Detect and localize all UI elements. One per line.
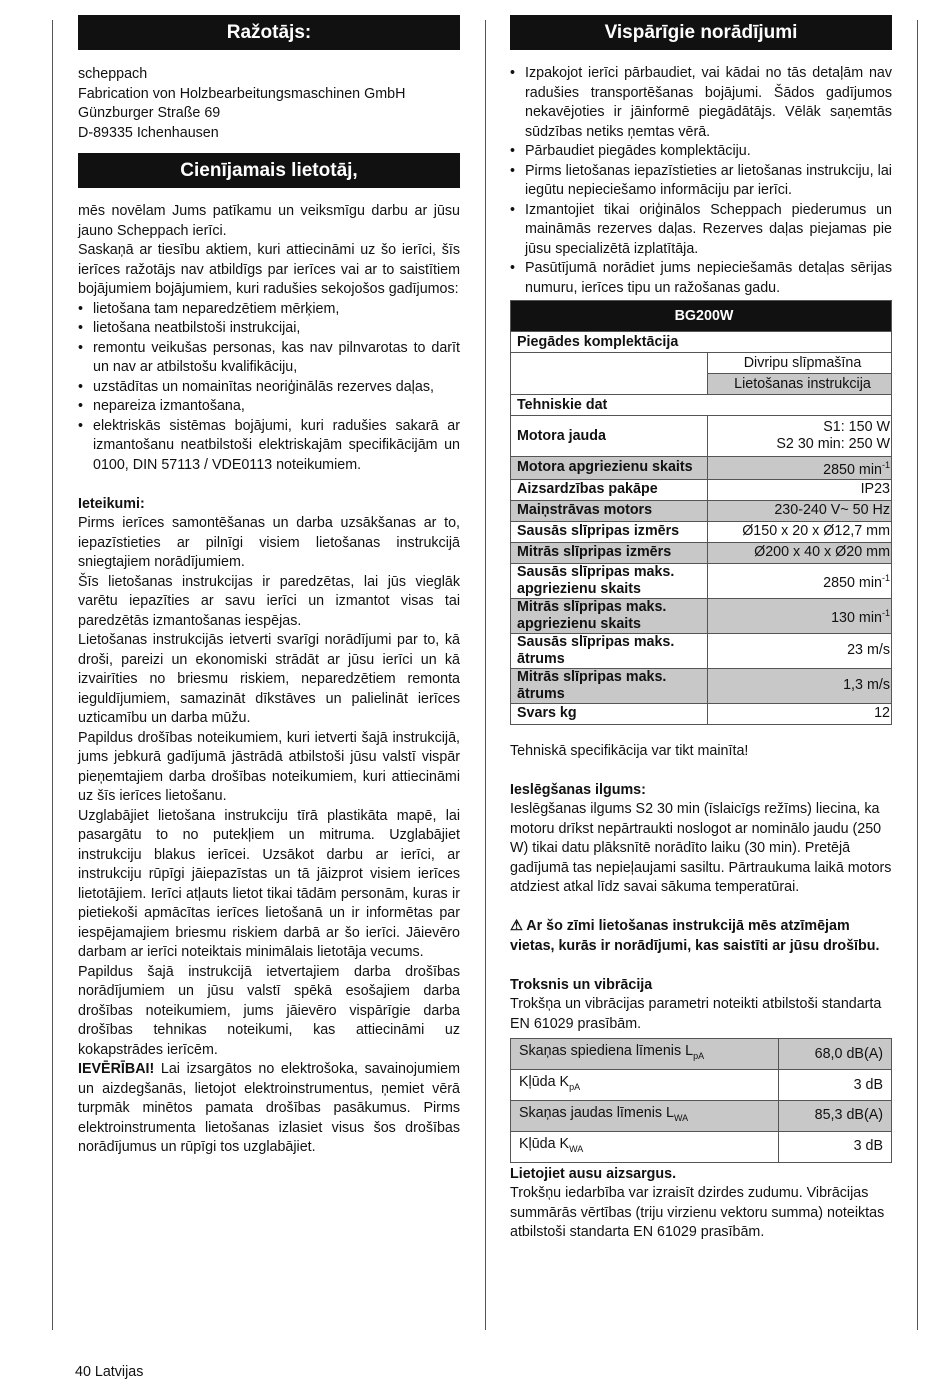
list-item: • Pirms lietošanas iepazīstieties ar lietošanas instrukciju, lai iegūtu nepieciešamo informāciju par ierīci. [510,162,892,201]
noise-row [511,1070,892,1101]
spec-row [511,457,892,480]
spec-row [511,598,892,633]
motor-power-values [708,416,892,457]
list-item: • uzstādītas un nomainītas neoriģinālās rezerves daļas, [78,378,460,398]
advice-paragraph: Uzglabājiet lietošana instrukciju tīrā plastikāta mapē, lai pasargātu to no putekļiem un mitruma. Uzglabājiet instrukciju blakus ierīcei. Uzsākot darbu ar ierīci, ar instrukciju rūpīgi jāiepazīstas un tā jāizprot visiem ierīces lietotājiem. Ierīci atļauts lietot tikai tādām personām, kuras ir pietiekoši apmācītas ierīces lietošanā un ir informētas par iespējamajiem briesmu riskiem darbā ar šo ierīci. Jāievēro darbam ar ierīci noteiktais minimālais lietotāja vecums. [78,807,460,960]
liability-list [78,300,460,476]
noise-label-text: Kļūda K [519,1135,570,1152]
spec-value [708,457,892,480]
spec-row [511,521,892,542]
duty-heading: Ieslēgšanas ilgums: [510,781,646,798]
general-list [510,64,892,298]
spec-value-text: 2850 min [823,461,882,478]
manufacturer-header: Ražotājs: [78,15,460,50]
advice-heading: Ieteikumi: [78,495,145,512]
intro-paragraph: mēs novēlam Jums patīkamu un veiksmīgu darbu ar jūsu jauno Scheppach ierīci. [78,203,460,239]
delivery-empty-cell [511,353,708,395]
spec-value [708,542,892,563]
noise-heading: Troksnis un vibrācija [510,976,653,993]
delivery-label: Piegādes komplektācija [511,332,892,353]
spec-value-text: 12 [874,705,890,722]
spec-table [510,300,892,725]
right-column [510,15,892,1243]
list-item: • nepareiza izmantošana, [78,397,460,417]
list-item: • Pārbaudiet piegādes komplektāciju. [510,142,892,162]
spec-value-text: Ø200 x 40 x Ø20 mm [754,544,890,561]
spec-row [511,479,892,500]
page-footer [75,1364,143,1380]
noise-text: Trokšņa un vibrācijas parametri noteikti atbilstoši standarta EN 61029 prasībām. [510,996,882,1032]
column-rule-left [52,20,53,1330]
noise-label-subscript: WA [673,1112,689,1123]
noise-label [511,1100,779,1131]
spec-label: Aizsardzības pakāpe [511,479,708,500]
spec-row [511,668,892,703]
noise-label-subscript: WA [569,1143,584,1154]
advice-paragraph: Papildus šajā instrukcijā ietvertajiem darba drošības norādījumiem un jūsu valstī spēkā esošajiem darba drošības noteikumiem, jums jāievēro vispārīgie darba drošības tehnikas noteikumi, kas attiecināmi uz kokapstrādes ierīcēm. [78,963,460,1058]
motor-power-value: S2 30 min: 250 W [776,436,890,452]
noise-table [510,1038,892,1162]
advice-paragraph: Pirms ierīces samontēšanas un darba uzsākšanas ar to, iepazīstieties ar pilnīgi visiem lietošanas instrukcijā sniegtajiem norādījumiem. [78,515,460,570]
spec-label: Maiņstrāvas motors [511,500,708,521]
spec-value [708,500,892,521]
spec-value [708,668,892,703]
spec-label: Sausās slīpripas maks. ātrums [511,633,708,668]
noise-value: 3 dB [778,1070,891,1101]
noise-label [511,1039,779,1070]
spec-value [708,598,892,633]
delivery-item: Divripu slīpmašīna [708,353,892,374]
left-column [78,15,460,1158]
address-line: D-89335 Ichenhausen [78,124,219,141]
list-item: • Pasūtījumā norādiet jums nepieciešamās detaļas sērijas numuru, ierīces tipu un ražošanas gadu. [510,259,892,298]
duty-text: Ieslēgšanas ilgums S2 30 min (īslaicīgs režīms) liecina, ka motoru drīkst nepārtraukti noslogot ar nominālo jaudu (250 W) tikai datu plāksnītē norādīto laiku (30 min). Pretējā gadījumā tas nepieļaujami sasiltu. Pārtraukuma laikā motors atdziest atkal līdz savai sākuma temperatūrai. [510,801,892,896]
list-item: • lietošana neatbilstoši instrukcijai, [78,319,460,339]
noise-value: 3 dB [778,1131,891,1162]
spec-model-title: BG200W [511,301,892,332]
advice-paragraph: Šīs lietošanas instrukcijas ir paredzētas, lai jūs vieglāk varētu iepazīties ar savu ierīci un izmantot visas tai paredzētās izmantošanas iespējas. [78,573,460,629]
spec-label: Sausās slīpripas maks. apgriezienu skaits [511,563,708,598]
motor-power-label: Motora jauda [511,416,708,457]
advice-paragraph: Lietošanas instrukcijās ietverti svarīgi norādījumi par to, kā droši, pareizi un ekonomiski strādāt ar jūsu ierīci un kā izvairīties no briesmu riskiem, neparedzētiem remonta ieguldījumiem, samazināt dīkstāves un palielināt ierīces uzticamību un darba mūžu. [78,632,460,726]
technical-label: Tehniskie dat [511,395,892,416]
spec-value-unit-exponent: -1 [881,607,890,618]
motor-power-value: S1: 150 W [823,419,890,435]
list-item: • Izmantojiet tikai oriģinālos Scheppach piederumus un maināmās rezerves daļas. Rezerves daļas piejamas pie jūsu specializētā izplatītāja. [510,201,892,260]
noise-row [511,1100,892,1131]
noise-label-subscript: pA [569,1081,581,1092]
spec-row [511,563,892,598]
spec-value [708,521,892,542]
advice-paragraph: Papildus drošības noteikumiem, kuri ietverti šajā instrukcijā, jums jebkurā gadījumā jāstrādā atbilstoši jūsu valstī vispār pieņemtajiem darba drošības noteikumiem, kuri attiecināmi uz šīs ierīces lietošanu. [78,729,460,804]
spec-value-text: 130 min [831,609,882,626]
noise-label-text: Kļūda K [519,1074,570,1091]
spec-row [511,633,892,668]
intro-paragraph: Saskaņā ar tiesību aktiem, kuri attiecināmi uz šo ierīci, šīs ierīces ražotājs nav atbildīgs par ierīces vai ar to saistītiem bojājumiem bojājumiem, kuri radušies sekojošos gadījumos: [78,242,460,297]
warning-paragraph [510,917,892,956]
spec-value-text: IP23 [860,481,890,498]
list-item: • lietošana tam neparedzētiem mērķiem, [78,300,460,320]
noise-value: 68,0 dB(A) [778,1039,891,1070]
spec-row [511,542,892,563]
spec-row [511,703,892,724]
column-rule-middle [485,20,486,1330]
noise-row [511,1131,892,1162]
attention-paragraph [78,1060,460,1158]
noise-label-subscript: pA [693,1051,705,1062]
page-number: 40 [75,1364,91,1380]
spec-value [708,479,892,500]
noise-value: 85,3 dB(A) [778,1100,891,1131]
spec-label: Mitrās slīpripas izmērs [511,542,708,563]
delivery-item: Lietošanas instrukcija [708,374,892,395]
footer-language: Latvijas [94,1364,144,1380]
spec-value [708,703,892,724]
attention-label: IEVĒRĪBAI! [78,1061,155,1077]
spec-note: Tehniskā specifikācija var tikt mainīta! [510,742,749,759]
address-line: Fabrication von Holzbearbeitungsmaschinen GmbH [78,85,406,102]
warning-icon: ⚠ [510,918,523,935]
noise-label-text: Skaņas jaudas līmenis L [519,1104,674,1121]
address-line: scheppach [78,66,148,82]
spec-label: Svars kg [511,703,708,724]
spec-value-text: 2850 min [823,574,882,591]
spec-value-text: 230-240 V~ 50 Hz [774,502,890,519]
noise-label-text: Skaņas spiediena līmenis L [519,1043,694,1060]
spec-label: Mitrās slīpripas maks. ātrums [511,668,708,703]
spec-label: Motora apgriezienu skaits [511,457,708,480]
spec-value [708,633,892,668]
spec-value-unit-exponent: -1 [881,460,890,470]
noise-row [511,1039,892,1070]
spec-value-unit-exponent: -1 [881,572,890,583]
noise-label [511,1070,779,1101]
manufacturer-address [78,65,460,143]
attention-text: Lai izsargātos no elektrošoka, savainojumiem un aizdegšanās, lietojot elektroinstrumentus, ņemiet vērā turpmāk minētos pamata drošības pasākumus. Pirms elektroinstrumenta lietošanas izlasiet visus šos drošības norādījumus un rūpīgi tos uzglabājiet. [78,1061,460,1155]
general-header: Vispārīgie norādījumi [510,15,892,50]
address-line: Günzburger Straße 69 [78,105,221,121]
noise-label [511,1131,779,1162]
spec-value [708,563,892,598]
list-item: • remontu veikušas personas, kas nav pilnvarotas to darīt un nav ar atbilstošu kvalifikāciju, [78,339,460,378]
spec-label: Sausās slīpripas izmērs [511,521,708,542]
ear-heading: Lietojiet ausu aizsargus. [510,1165,677,1182]
spec-value-text: 23 m/s [847,642,890,659]
spec-value-text: Ø150 x 20 x Ø12,7 mm [742,523,890,540]
spec-value-text: 1,3 m/s [843,677,890,694]
user-header: Cienījamais lietotāj, [78,153,460,188]
ear-text: Trokšņu iedarbība var izraisīt dzirdes zudumu. Vibrācijas summārās vērtības (triju virzienu vektoru summa) noteiktas atbilstoši standarta EN 61029 prasībām. [510,1185,885,1241]
spec-label: Mitrās slīpripas maks. apgriezienu skaits [511,598,708,633]
list-item: • Izpakojot ierīci pārbaudiet, vai kādai no tās detaļām nav radušies transportēšanas bojājumi. Šādos gadījumos nekavējoties ir jāinformē piegādātājs. Vēlāk saņemtās sūdzības netiks ņemtas vērā. [510,64,892,142]
list-item: • elektriskās sistēmas bojājumi, kuri radušies sakarā ar izmantošanu neatbilstoši elektriskajām specifikācijām un 0100, DIN 57113 / VDE0113 noteikumiem. [78,417,460,476]
column-rule-right [917,20,918,1330]
spec-row [511,500,892,521]
warning-text: Ar šo zīmi lietošanas instrukcijā mēs atzīmējam vietas, kurās ir norādījumi, kas saistīti ar jūsu drošību. [510,918,880,954]
